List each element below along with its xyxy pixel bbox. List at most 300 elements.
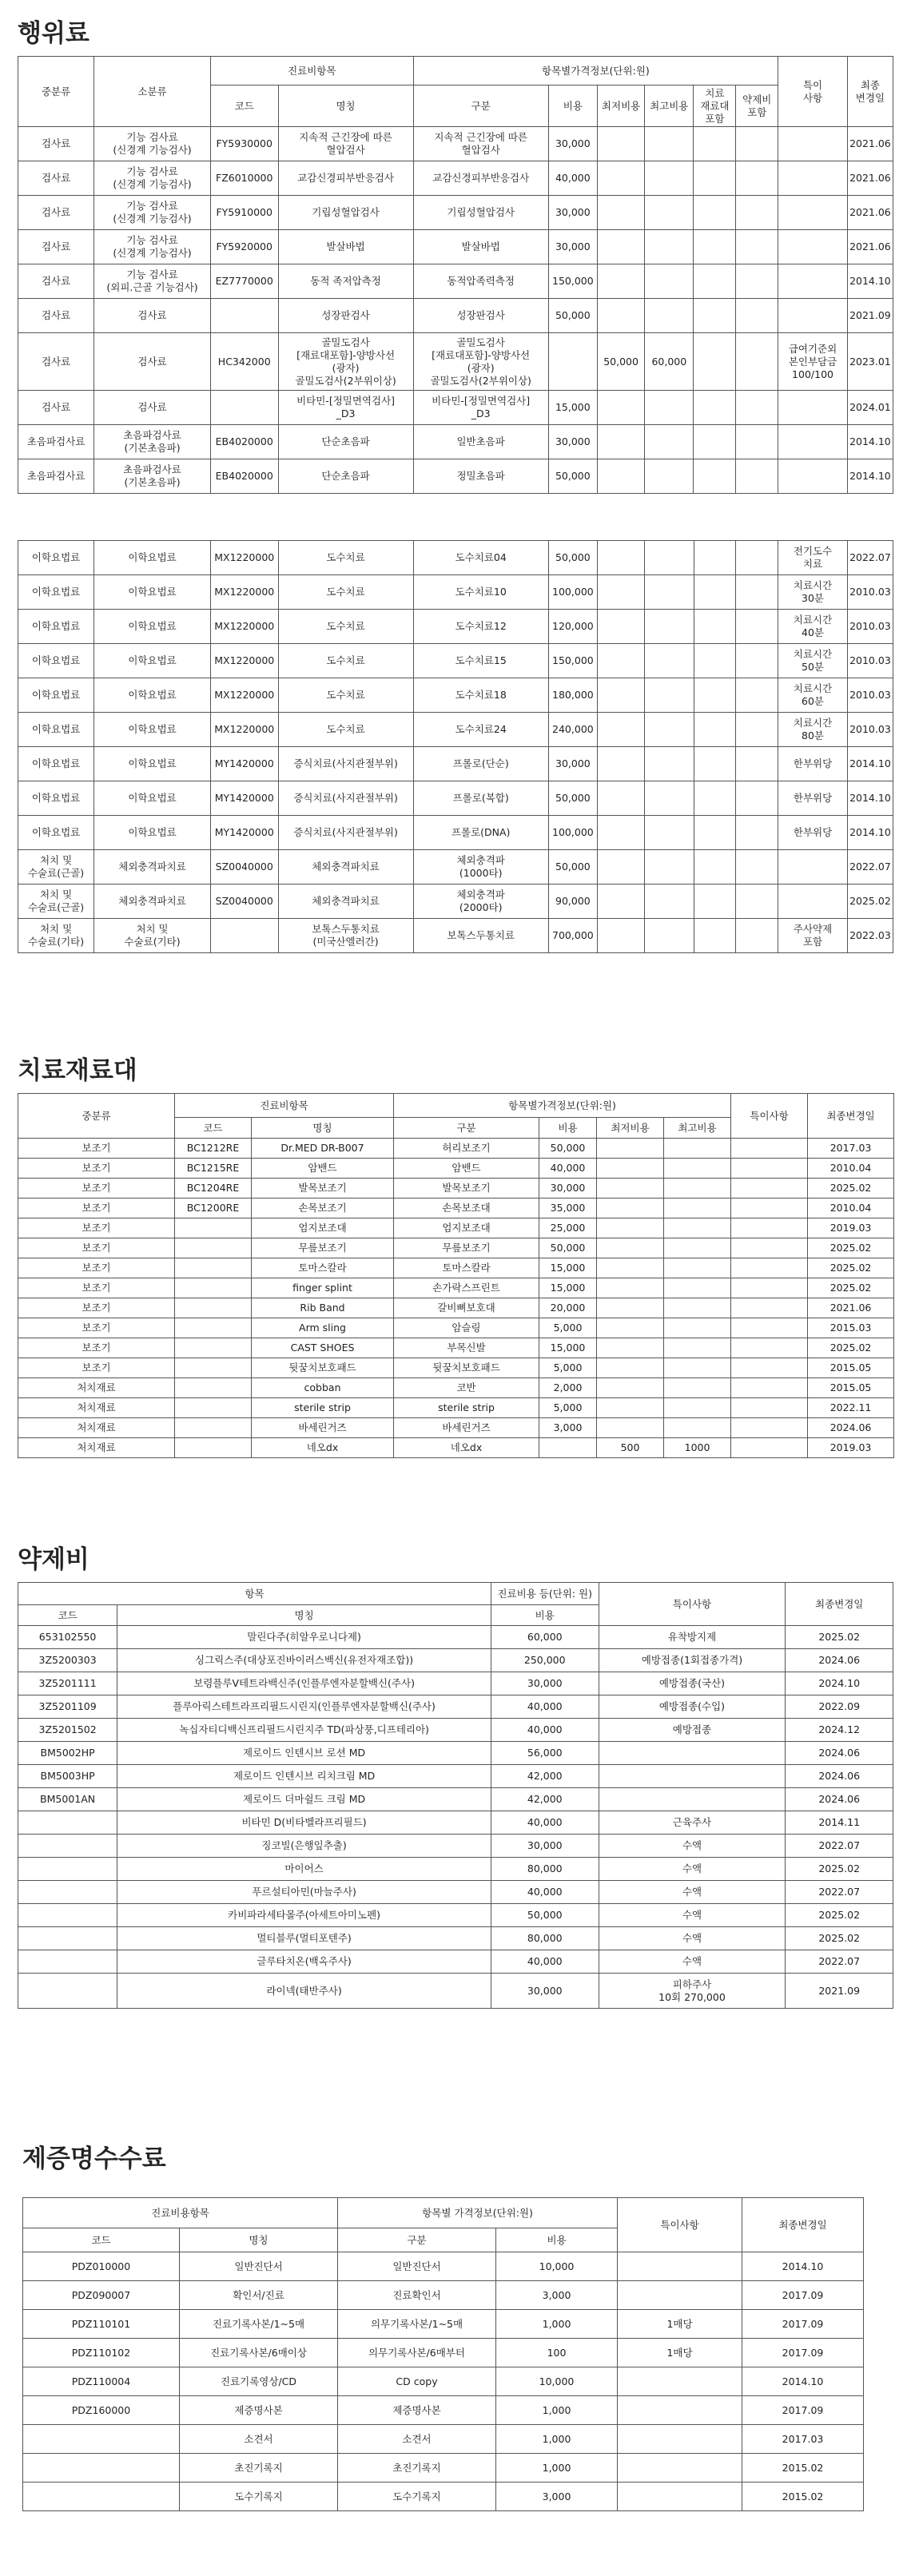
table-row xyxy=(18,1950,893,1974)
cell-type: 암슬링 xyxy=(394,1318,539,1338)
cell-date: 2025.02 xyxy=(786,1626,893,1649)
cell-date: 2017.09 xyxy=(742,2310,864,2339)
cell-date: 2021.06 xyxy=(847,127,893,161)
cell-type: 지속적 근긴장에 따른 혈압검사 xyxy=(413,127,548,161)
cell-note: 수액 xyxy=(599,1835,786,1858)
cell-code xyxy=(18,1927,117,1950)
cell-code: SZ0040000 xyxy=(210,885,278,919)
cell-type: 발살바법 xyxy=(413,230,548,264)
cell-cost: 42,000 xyxy=(491,1765,599,1788)
cell-type: 손가락스프린트 xyxy=(394,1278,539,1298)
cell-major: 이학요법료 xyxy=(18,541,94,575)
header-material-included: 치료 재료대 포함 xyxy=(694,85,736,127)
cell-cost: 20,000 xyxy=(539,1298,597,1318)
cell-cost: 100 xyxy=(496,2339,618,2367)
cell-code xyxy=(18,1858,117,1881)
cell-note xyxy=(618,2396,742,2425)
cell-cost: 50,000 xyxy=(539,1238,597,1258)
cell-date: 2022.09 xyxy=(786,1695,893,1719)
cell-code: MX1220000 xyxy=(210,575,278,610)
table-row xyxy=(18,425,893,459)
cell-name: 증식치료(사지관절부위) xyxy=(278,816,413,850)
cell-note xyxy=(599,1788,786,1811)
cell-note: 피하주사 10회 270,000 xyxy=(599,1974,786,2009)
cell-min-cost xyxy=(598,127,645,161)
cell-code: FZ6010000 xyxy=(210,161,278,196)
cell-code: MX1220000 xyxy=(210,678,278,713)
cell-max-cost xyxy=(645,781,694,816)
cell-name: 지속적 근긴장에 따른 혈압검사 xyxy=(278,127,413,161)
cell-code: BC1215RE xyxy=(175,1159,252,1179)
table-row xyxy=(18,391,893,425)
cell-note: 예방접종(1회접종가격) xyxy=(599,1649,786,1672)
cell-major: 초음파검사료 xyxy=(18,459,94,494)
cell-minor: 이학요법료 xyxy=(94,644,211,678)
cell-major: 보조기 xyxy=(18,1278,175,1298)
cell-drug-included xyxy=(736,816,778,850)
cell-cost: 30,000 xyxy=(548,196,597,230)
cell-cost xyxy=(539,1438,597,1458)
table-row xyxy=(18,459,893,494)
cell-material-included xyxy=(694,610,736,644)
cell-date: 2014.10 xyxy=(847,425,893,459)
cell-note xyxy=(731,1338,808,1358)
cell-code xyxy=(18,1881,117,1904)
table-row xyxy=(23,2483,864,2511)
cell-note xyxy=(618,2252,742,2281)
cell-min-cost xyxy=(597,1199,664,1218)
cell-date: 2017.09 xyxy=(742,2396,864,2425)
cell-date: 2025.02 xyxy=(808,1258,894,1278)
cell-major: 보조기 xyxy=(18,1238,175,1258)
table-row xyxy=(23,2454,864,2483)
cell-type: 일반진단서 xyxy=(338,2252,496,2281)
cell-note xyxy=(731,1159,808,1179)
table-row xyxy=(18,127,893,161)
cell-major: 처치재료 xyxy=(18,1418,175,1438)
cell-drug-included xyxy=(736,541,778,575)
cell-major: 검사료 xyxy=(18,161,94,196)
cell-min-cost: 50,000 xyxy=(598,333,645,391)
cell-note xyxy=(731,1238,808,1258)
cell-name: 체외충격파치료 xyxy=(278,850,413,885)
cell-note: 1매당 xyxy=(618,2339,742,2367)
header-code: 코드 xyxy=(18,1605,117,1626)
cell-code xyxy=(23,2454,180,2483)
cell-major: 검사료 xyxy=(18,230,94,264)
cell-max-cost xyxy=(645,127,694,161)
cell-type: 발목보조기 xyxy=(394,1179,539,1199)
cell-name: 라이넥(태반주사) xyxy=(117,1974,491,2009)
cell-name: Dr.MED DR-B007 xyxy=(252,1139,394,1159)
cell-major: 보조기 xyxy=(18,1179,175,1199)
cell-min-cost xyxy=(598,713,645,747)
cell-min-cost xyxy=(597,1378,664,1398)
cell-name: 비타민-[정밀면역검사] _D3 xyxy=(278,391,413,425)
cell-minor: 이학요법료 xyxy=(94,781,211,816)
cell-date: 2010.03 xyxy=(847,678,893,713)
cell-name: 무릎보조기 xyxy=(252,1238,394,1258)
section-title: 치료재료대 xyxy=(18,1056,137,1085)
cell-date: 2023.01 xyxy=(847,333,893,391)
cell-max-cost: 60,000 xyxy=(645,333,694,391)
cell-min-cost xyxy=(598,391,645,425)
cell-cost: 700,000 xyxy=(548,919,597,953)
cell-name: 도수치료 xyxy=(278,713,413,747)
cell-date: 2025.02 xyxy=(786,1858,893,1881)
cell-note xyxy=(778,391,848,425)
cell-date: 2019.03 xyxy=(808,1438,894,1458)
cell-name: 단순초음파 xyxy=(278,425,413,459)
cell-type: 프롤로(DNA) xyxy=(413,816,548,850)
cell-name: 글루타치온(백옥주사) xyxy=(117,1950,491,1974)
table-row xyxy=(18,781,893,816)
cell-drug-included xyxy=(736,264,778,299)
cell-min-cost xyxy=(598,230,645,264)
procedure-fee-table-continued xyxy=(18,540,893,953)
cell-date: 2024.06 xyxy=(786,1742,893,1765)
cell-cost: 40,000 xyxy=(491,1881,599,1904)
table-row xyxy=(18,1338,894,1358)
cell-max-cost xyxy=(664,1298,731,1318)
cell-max-cost xyxy=(664,1238,731,1258)
cell-date: 2019.03 xyxy=(808,1218,894,1238)
cell-code xyxy=(175,1378,252,1398)
cell-name: Rib Band xyxy=(252,1298,394,1318)
table-row xyxy=(18,1788,893,1811)
table-row xyxy=(18,1881,893,1904)
cell-type: 체외충격파 (2000타) xyxy=(413,885,548,919)
cell-cost: 42,000 xyxy=(491,1788,599,1811)
cell-minor: 기능 검사료 (외피.근골 기능검사) xyxy=(94,264,211,299)
cell-date: 2022.07 xyxy=(786,1950,893,1974)
cell-note xyxy=(778,264,848,299)
cell-max-cost xyxy=(664,1318,731,1338)
cell-max-cost xyxy=(645,747,694,781)
cell-cost: 3,000 xyxy=(539,1418,597,1438)
cell-material-included xyxy=(694,299,736,333)
cell-cost: 50,000 xyxy=(548,781,597,816)
cell-cost: 240,000 xyxy=(548,713,597,747)
cell-minor: 이학요법료 xyxy=(94,747,211,781)
cell-name: 도수치료 xyxy=(278,575,413,610)
cell-code xyxy=(175,1258,252,1278)
cell-material-included xyxy=(694,541,736,575)
cell-major: 검사료 xyxy=(18,196,94,230)
table-row xyxy=(18,1418,894,1438)
cell-drug-included xyxy=(736,161,778,196)
cell-min-cost xyxy=(597,1238,664,1258)
cell-material-included xyxy=(694,644,736,678)
table-row xyxy=(18,1298,894,1318)
cell-major: 보조기 xyxy=(18,1338,175,1358)
cell-cost: 50,000 xyxy=(548,850,597,885)
cell-cost: 10,000 xyxy=(496,2367,618,2396)
cell-cost: 150,000 xyxy=(548,264,597,299)
cell-code xyxy=(175,1298,252,1318)
cell-type: 진료확인서 xyxy=(338,2281,496,2310)
cell-cost: 1,000 xyxy=(496,2396,618,2425)
cell-max-cost xyxy=(664,1378,731,1398)
cell-code xyxy=(210,391,278,425)
cell-cost: 80,000 xyxy=(491,1858,599,1881)
table-row xyxy=(18,747,893,781)
table-row xyxy=(18,1358,894,1378)
cell-name: 교감신경피부반응검사 xyxy=(278,161,413,196)
cell-name: 동적 족저압측정 xyxy=(278,264,413,299)
cell-date: 2021.06 xyxy=(808,1298,894,1318)
cell-cost: 30,000 xyxy=(548,230,597,264)
cell-note: 유착방지제 xyxy=(599,1626,786,1649)
cell-code: PDZ010000 xyxy=(23,2252,180,2281)
cell-note xyxy=(731,1298,808,1318)
cell-cost: 100,000 xyxy=(548,575,597,610)
cell-date: 2024.06 xyxy=(786,1788,893,1811)
cell-min-cost xyxy=(598,459,645,494)
table-row xyxy=(18,850,893,885)
cell-note xyxy=(618,2483,742,2511)
cell-date: 2025.02 xyxy=(786,1904,893,1927)
cell-note: 치료시간 60분 xyxy=(778,678,848,713)
table-row xyxy=(23,2252,864,2281)
cell-note xyxy=(778,425,848,459)
cell-min-cost xyxy=(598,610,645,644)
cell-minor: 이학요법료 xyxy=(94,541,211,575)
header-cost: 비용 xyxy=(491,1605,599,1626)
cell-min-cost xyxy=(598,850,645,885)
cell-note xyxy=(778,161,848,196)
cell-code: MX1220000 xyxy=(210,541,278,575)
cell-min-cost xyxy=(598,747,645,781)
cell-name: 진료기록사본/6매이상 xyxy=(180,2339,338,2367)
cell-material-included xyxy=(694,161,736,196)
cell-type: 소견서 xyxy=(338,2425,496,2454)
cell-note: 예방접종 xyxy=(599,1719,786,1742)
cell-min-cost xyxy=(597,1218,664,1238)
cell-name: 푸르설티아민(마늘주사) xyxy=(117,1881,491,1904)
cell-major: 이학요법료 xyxy=(18,610,94,644)
cell-cost: 100,000 xyxy=(548,816,597,850)
table-row xyxy=(18,644,893,678)
cell-material-included xyxy=(694,781,736,816)
cell-name: 증식치료(사지관절부위) xyxy=(278,747,413,781)
cell-major: 이학요법료 xyxy=(18,644,94,678)
cell-date: 2024.06 xyxy=(786,1649,893,1672)
header-note: 특이사항 xyxy=(599,1583,786,1626)
cell-date: 2025.02 xyxy=(786,1927,893,1950)
cell-name: 카비파라세타몰주(아세트아미노펜) xyxy=(117,1904,491,1927)
procedure-fee-table xyxy=(18,56,893,494)
cell-minor: 검사료 xyxy=(94,391,211,425)
cell-code: BC1204RE xyxy=(175,1179,252,1199)
cell-minor: 체외충격파치료 xyxy=(94,885,211,919)
cell-type: 도수치료24 xyxy=(413,713,548,747)
cell-note: 치료시간 50분 xyxy=(778,644,848,678)
cell-note: 수액 xyxy=(599,1927,786,1950)
cell-date: 2010.04 xyxy=(808,1199,894,1218)
cell-name: 발살바법 xyxy=(278,230,413,264)
cell-major: 이학요법료 xyxy=(18,747,94,781)
cell-cost: 3,000 xyxy=(496,2483,618,2511)
cell-drug-included xyxy=(736,644,778,678)
table-row xyxy=(18,1927,893,1950)
cell-code: EZ7770000 xyxy=(210,264,278,299)
cell-cost xyxy=(548,333,597,391)
cell-date: 2014.10 xyxy=(847,747,893,781)
cell-material-included xyxy=(694,747,736,781)
cell-max-cost xyxy=(645,575,694,610)
cell-code: MX1220000 xyxy=(210,713,278,747)
cell-cost: 15,000 xyxy=(539,1338,597,1358)
cell-major: 처치 및 수술료(기타) xyxy=(18,919,94,953)
cell-note xyxy=(731,1278,808,1298)
cell-name: 단순초음파 xyxy=(278,459,413,494)
cell-date: 2014.11 xyxy=(786,1811,893,1835)
cell-min-cost xyxy=(597,1159,664,1179)
cell-major: 보조기 xyxy=(18,1358,175,1378)
cell-cost: 30,000 xyxy=(548,747,597,781)
cell-major: 보조기 xyxy=(18,1298,175,1318)
cell-note: 수액 xyxy=(599,1881,786,1904)
cell-date: 2022.11 xyxy=(808,1398,894,1418)
cell-name: 발목보조기 xyxy=(252,1179,394,1199)
cell-type: 뒷꿈치보호패드 xyxy=(394,1358,539,1378)
cell-name: Arm sling xyxy=(252,1318,394,1338)
cell-minor: 체외충격파치료 xyxy=(94,850,211,885)
cell-max-cost xyxy=(645,391,694,425)
cell-max-cost xyxy=(645,713,694,747)
header-note: 특이 사항 xyxy=(778,57,848,127)
cell-cost: 40,000 xyxy=(491,1811,599,1835)
cell-cost: 40,000 xyxy=(491,1950,599,1974)
cell-name: 멀티블루(멀티포텐주) xyxy=(117,1927,491,1950)
cell-name: 싱그릭스주(대상포진바이러스백신(유전자재조합)) xyxy=(117,1649,491,1672)
cell-code: 3Z5201109 xyxy=(18,1695,117,1719)
cell-date: 2017.03 xyxy=(742,2425,864,2454)
table-row xyxy=(18,610,893,644)
cell-code xyxy=(175,1338,252,1358)
cell-min-cost xyxy=(597,1298,664,1318)
cell-type: 코반 xyxy=(394,1378,539,1398)
cell-date: 2010.03 xyxy=(847,610,893,644)
table-row xyxy=(18,1765,893,1788)
cell-max-cost: 1000 xyxy=(664,1438,731,1458)
cell-minor: 초음파검사료 (기본초음파) xyxy=(94,425,211,459)
cell-code: PDZ090007 xyxy=(23,2281,180,2310)
cell-min-cost xyxy=(597,1179,664,1199)
procedure-fee-body-continued xyxy=(18,541,893,953)
cell-drug-included xyxy=(736,299,778,333)
section-procedure-fees xyxy=(18,16,893,953)
cell-date: 2021.09 xyxy=(786,1974,893,2009)
cell-date: 2024.06 xyxy=(786,1765,893,1788)
section-title: 약제비 xyxy=(18,1545,90,1574)
cell-date: 2010.04 xyxy=(808,1159,894,1179)
cell-drug-included xyxy=(736,230,778,264)
header-type: 구분 xyxy=(394,1118,539,1139)
cell-date: 2021.06 xyxy=(847,196,893,230)
cell-note: 한부위당 xyxy=(778,747,848,781)
section-title: 제증명수수료 xyxy=(22,2145,166,2173)
cell-drug-included xyxy=(736,885,778,919)
cell-max-cost xyxy=(645,196,694,230)
cell-min-cost xyxy=(598,299,645,333)
cell-max-cost xyxy=(645,610,694,644)
cell-max-cost xyxy=(664,1338,731,1358)
cell-cost: 56,000 xyxy=(491,1742,599,1765)
cell-type: 도수기록지 xyxy=(338,2483,496,2511)
cell-code xyxy=(175,1278,252,1298)
cell-name: 체외충격파치료 xyxy=(278,885,413,919)
cell-code xyxy=(18,1904,117,1927)
cell-cost: 1,000 xyxy=(496,2454,618,2483)
cell-name: 기립성혈압검사 xyxy=(278,196,413,230)
table-row xyxy=(18,1438,894,1458)
cell-name: 확인서/진료 xyxy=(180,2281,338,2310)
cell-date: 2021.06 xyxy=(847,230,893,264)
table-row xyxy=(18,1974,893,2009)
cell-code xyxy=(18,1811,117,1835)
cell-name: 네오dx xyxy=(252,1438,394,1458)
section-certificate-fees xyxy=(22,2141,863,2511)
cell-major: 검사료 xyxy=(18,391,94,425)
cell-min-cost xyxy=(598,885,645,919)
cell-max-cost xyxy=(645,541,694,575)
cell-cost: 2,000 xyxy=(539,1378,597,1398)
cell-date: 2014.10 xyxy=(742,2367,864,2396)
cell-date: 2015.05 xyxy=(808,1358,894,1378)
cell-max-cost xyxy=(664,1159,731,1179)
cell-code: BM5003HP xyxy=(18,1765,117,1788)
header-max-cost: 최고비용 xyxy=(645,85,694,127)
cell-minor: 검사료 xyxy=(94,333,211,391)
cell-min-cost xyxy=(598,575,645,610)
table-row xyxy=(18,575,893,610)
header-max-cost: 최고비용 xyxy=(664,1118,731,1139)
cell-code: BM5002HP xyxy=(18,1742,117,1765)
cell-code xyxy=(23,2483,180,2511)
cell-min-cost xyxy=(597,1358,664,1378)
cell-cost: 30,000 xyxy=(491,1974,599,2009)
cell-note: 근육주사 xyxy=(599,1811,786,1835)
cell-major: 처치 및 수술료(근골) xyxy=(18,850,94,885)
header-note: 특이사항 xyxy=(731,1094,808,1139)
cell-code xyxy=(18,1835,117,1858)
cell-name: 진료기록사본/1~5매 xyxy=(180,2310,338,2339)
cell-minor: 이학요법료 xyxy=(94,678,211,713)
cell-cost: 150,000 xyxy=(548,644,597,678)
cell-major: 검사료 xyxy=(18,127,94,161)
cell-type: 도수치료10 xyxy=(413,575,548,610)
table-row xyxy=(18,1742,893,1765)
cell-code: 3Z5200303 xyxy=(18,1649,117,1672)
cell-material-included xyxy=(694,333,736,391)
cell-name: 제로이드 인텐시브 로션 MD xyxy=(117,1742,491,1765)
cell-major: 처치재료 xyxy=(18,1378,175,1398)
cell-date: 2017.09 xyxy=(742,2281,864,2310)
cell-type: 허리보조기 xyxy=(394,1139,539,1159)
cell-major: 처치재료 xyxy=(18,1398,175,1418)
cell-type: 프롤로(단순) xyxy=(413,747,548,781)
cell-note: 수액 xyxy=(599,1950,786,1974)
cell-material-included xyxy=(694,425,736,459)
cell-type: sterile strip xyxy=(394,1398,539,1418)
cell-note: 한부위당 xyxy=(778,781,848,816)
cell-max-cost xyxy=(664,1418,731,1438)
cell-max-cost xyxy=(645,161,694,196)
cell-minor: 기능 검사료 (신경계 기능검사) xyxy=(94,196,211,230)
cell-cost: 30,000 xyxy=(548,425,597,459)
